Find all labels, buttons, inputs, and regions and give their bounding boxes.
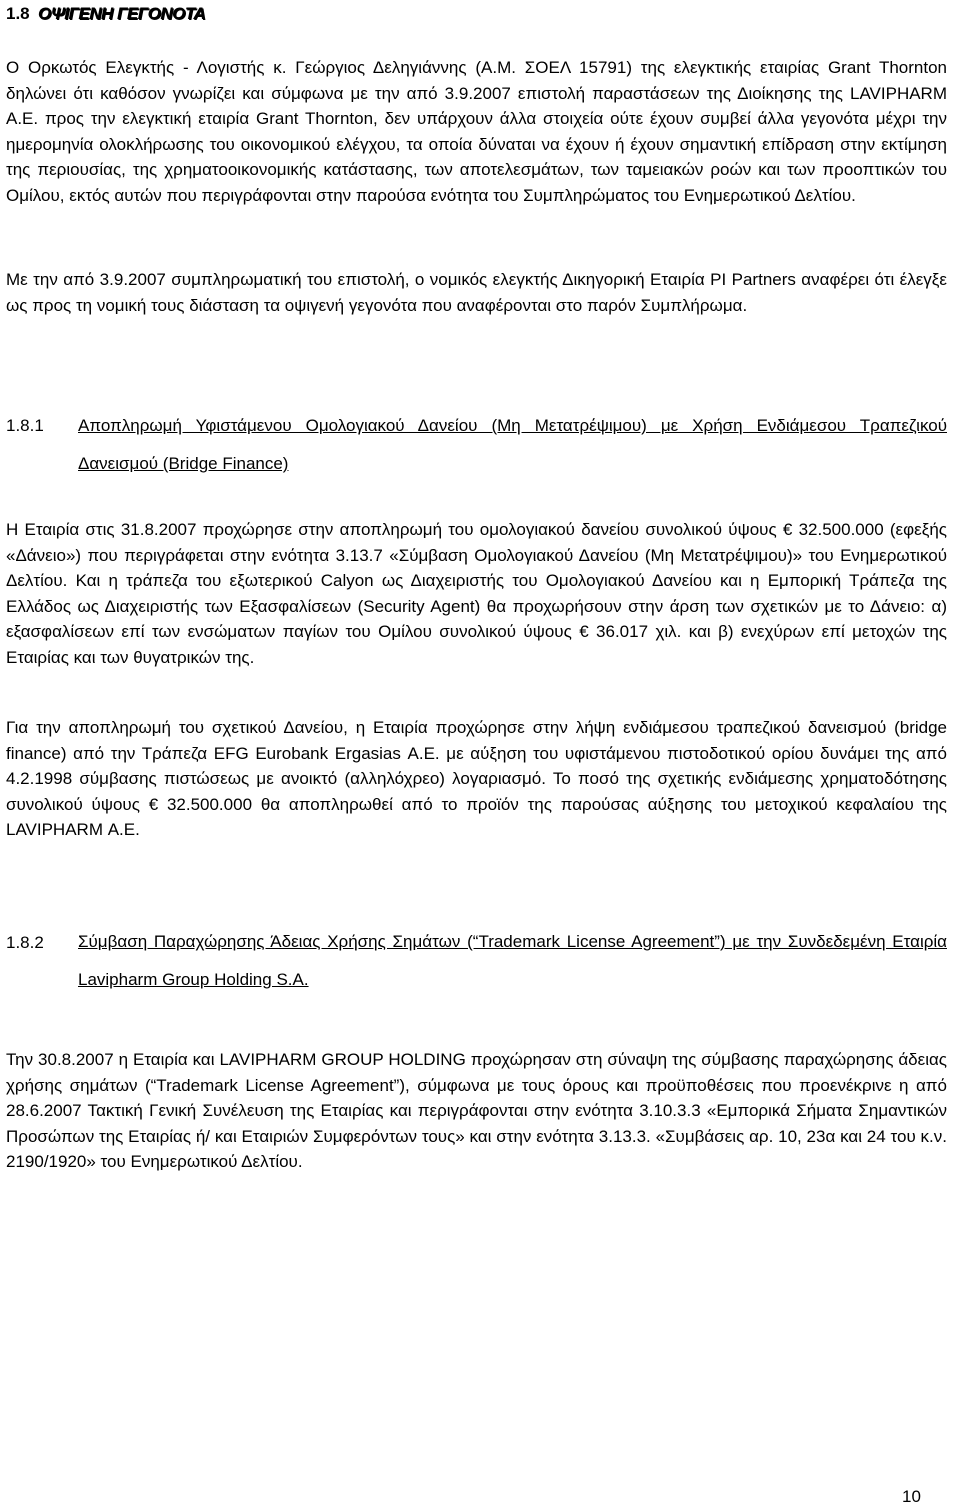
paragraph-bridge-finance: Για την αποπληρωμή του σχετικού Δανείου, η Εταιρία προχώρησε στην λήψη ενδιάμεσου τραπεζικού δανεισμού (bridge finance) από την Τράπεζα EFG Eurobank Ergasias Α.Ε. με αύξηση του υφιστάμενου πιστοδοτικού ορίου δυνάμει της από 4.2.1998 σύμβασης πιστώσεως με ανοικτό (αλληλόχρεο) λογαριασμό. Το ποσό της σχετικής ενδιάμεσης χρηματοδότησης συνολικού ύψους € 32.500.000 θα αποπληρωθεί από το προϊόν της παρούσας αύξησης του μετοχικού κεφαλαίου της LAVIPHARM Α.Ε. — [6, 718, 947, 839]
paragraph-legal-auditor: Με την από 3.9.2007 συμπληρωματική του επιστολή, ο νομικός ελεγκτής Δικηγορική Εταιρία PI Partners αναφέρει ότι έλεγξε ως προς τη νομική τους διάσταση τα οψιγενή γεγονότα που αναφέρονται στο παρόν Συμπλήρωμα. — [6, 270, 947, 315]
subsection-title-1-8-1: Αποπληρωμή Υφιστάμενου Ομολογιακού Δανείου (Μη Μετατρέψιμου) με Χρήση Ενδιάμεσου Τραπεζικού Δανεισμού (Bridge Finance) — [78, 416, 947, 473]
section-title: ΟΨΙΓΕΝΗ ΓΕΓΟΝΟΤΑ — [38, 4, 206, 23]
subsection-number-1-8-2: 1.8.2 — [6, 933, 44, 952]
paragraph-auditor-statement: Ο Ορκωτός Ελεγκτής - Λογιστής κ. Γεώργιος Δεληγιάννης (Α.Μ. ΣΟΕΛ 15791) της ελεγκτικής εταιρίας Grant Thornton δηλώνει ότι καθόσον γνωρίζει και σύμφωνα με την από 3.9.2007 επιστολή παραστάσεων της Διοίκησης της LAVIPHARM Α.Ε. προς την ελεγκτική εταιρία Grant Thornton, δεν υπάρχουν άλλα στοιχεία ούτε έχουν συμβεί άλλα γεγονότα μέχρι την ημερομηνία ολοκλήρωσης του οικονομικού ελέγχου, τα οποία δύναται να έχουν ή έχουν σημαντική επίδραση στην εκτίμηση της περιουσίας, της χρηματοοικονομικής κατάστασης, των αποτελεσμάτων, των ταμειακών ροών και των προοπτικών του Ομίλου, εκτός αυτών που περιγράφονται στην παρούσα ενότητα του Συμπληρώματος του Ενημερωτικού Δελτίου. — [6, 58, 947, 205]
subsection-title-1-8-2: Σύμβαση Παραχώρησης Άδειας Χρήσης Σημάτων (“Trademark License Agreement”) με την Συνδεδεμένη Εταιρία Lavipharm Group Holding S.A. — [78, 932, 947, 989]
paragraph-loan-repayment: Η Εταιρία στις 31.8.2007 προχώρησε στην αποπληρωμή του ομολογιακού δανείου συνολικού ύψους € 32.500.000 (εφεξής «Δάνειο») που περιγράφεται στην ενότητα 3.13.7 «Σύμβαση Ομολογιακού Δανείου (Μη Μετατρέψιμου)» του Ενημερωτικού Δελτίου. Και η τράπεζα του εξωτερικού Calyon ως Διαχειριστής του Ομολογιακού Δανείου και η Εμπορική Τράπεζα της Ελλάδος ως Διαχειριστής των Εξασφαλίσεων (Security Agent) θα προχωρήσουν στην άρση των σχετικών με το Δάνειο: α) εξασφαλίσεων επί των ενσώματων παγίων του Ομίλου συνολικού ύψους € 36.017 χιλ. και β) ενεχύρων επί μετοχών της Εταιρίας και των θυγατρικών της. — [6, 520, 947, 667]
paragraph-trademark-agreement: Την 30.8.2007 η Εταιρία και LAVIPHARM GROUP HOLDING προχώρησαν στη σύναψη της σύμβασης παραχώρησης άδειας χρήσης σημάτων (“Trademark License Agreement”), σύμφωνα με τους όρους και προϋποθέσεις που προενέκρινε η από 28.6.2007 Τακτική Γενική Συνέλευση της Εταιρίας και περιγράφονται στην ενότητα 3.10.3.3 «Εμπορικά Σήματα Σημαντικών Προσώπων της Εταιρίας ή/ και Εταιριών Συμφερόντων τους» και στην ενότητα 3.13.3. «Συμβάσεις αρ. 10, 23α και 24 του κ.ν. 2190/1920» του Ενημερωτικού Δελτίου. — [6, 1050, 947, 1171]
section-number: 1.8 — [6, 4, 30, 23]
page-number: 10 — [902, 1487, 921, 1506]
section-heading — [6, 4, 205, 24]
subsection-number-1-8-1: 1.8.1 — [6, 416, 44, 435]
